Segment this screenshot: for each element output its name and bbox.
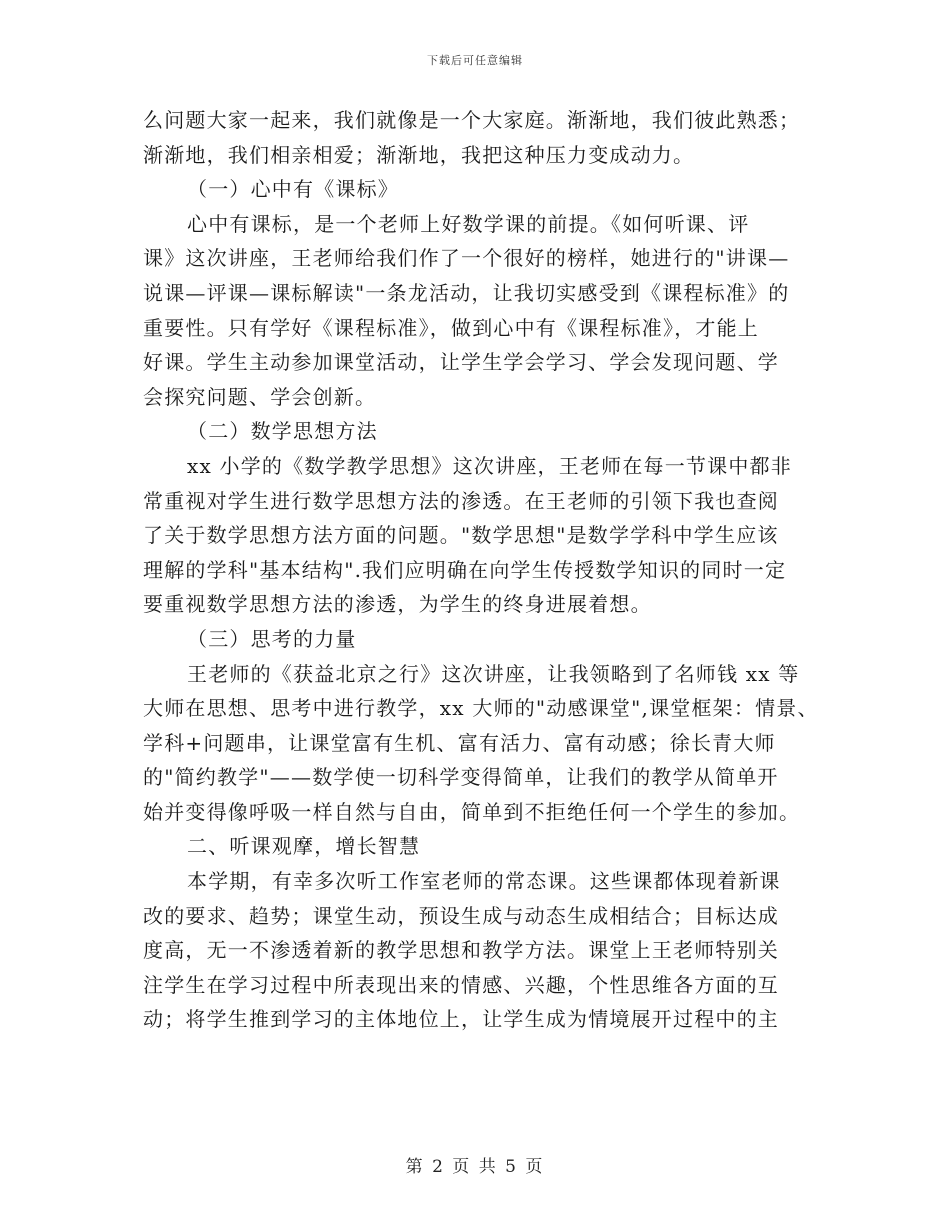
body-line: 说课—评课—课标解读"一条龙活动，让我切实感受到《课程标准》的 [143, 280, 790, 305]
section-heading: （三）思考的力量 [187, 626, 357, 651]
section-heading: （二）数学思想方法 [187, 419, 378, 444]
section-heading: （一）心中有《课标》 [187, 177, 399, 202]
section-heading: 二、听课观摩，增长智慧 [187, 834, 421, 859]
body-line: 度高，无一不渗透着新的教学思想和教学方法。课堂上王老师特别关 [143, 938, 779, 963]
body-line: 王老师的《获益北京之行》这次讲座，让我领略到了名师钱 xx 等 [187, 661, 800, 686]
body-line: 么问题大家一起来，我们就像是一个大家庭。渐渐地，我们彼此熟悉； [143, 108, 801, 132]
body-line: 常重视对学生进行数学思想方法的渗透。在王老师的引领下我也查阅 [143, 488, 779, 513]
body-line: 动；将学生推到学习的主体地位上，让学生成为情境展开过程中的主 [143, 1007, 779, 1032]
body-line: 注学生在学习过程中所表现出来的情感、兴趣，个性思维各方面的互 [143, 972, 779, 997]
body-line: 渐渐地，我们相亲相爱；渐渐地，我把这种压力变成动力。 [143, 142, 695, 167]
body-line: 心中有课标，是一个老师上好数学课的前提。《如何听课、评 [187, 211, 750, 236]
body-line: 始并变得像呼吸一样自然与自由，简单到不拒绝任何一个学生的参加。 [143, 799, 801, 824]
body-line: 要重视数学思想方法的渗透，为学生的终身进展着想。 [143, 592, 652, 617]
body-line: 本学期，有幸多次听工作室老师的常态课。这些课都体现着新课 [187, 869, 781, 894]
body-line: 了关于数学思想方法方面的问题。"数学思想"是数学学科中学生应该 [143, 523, 779, 548]
body-line: 的"简约教学"——数学使一切科学变得简单，让我们的教学从简单开 [143, 765, 779, 790]
body-line: 重要性。只有学好《课程标准》，做到心中有《课程标准》，才能上 [143, 315, 759, 340]
body-line: 理解的学科"基本结构".我们应明确在向学生传授数学知识的同时一定 [143, 557, 787, 582]
body-line: 改的要求、趋势；课堂生动，预设生成与动态生成相结合；目标达成 [143, 903, 779, 928]
document-body [143, 103, 843, 1037]
body-line: 好课。学生主动参加课堂活动，让学生学会学习、学会发现问题、学 [143, 350, 779, 375]
body-line: 大师在思想、思考中进行教学，xx 大师的"动感课堂",课堂框架：情景、 [143, 696, 819, 721]
body-line: xx 小学的《数学教学思想》这次讲座，王老师在每一节课中都非 [187, 453, 792, 478]
page-header: 下载后可任意编辑 [427, 54, 523, 67]
page-number-footer: 第 2 页 共 5 页 [405, 1157, 545, 1177]
body-line: 学科+问题串，让课堂富有生机、富有活力、富有动感；徐长青大师 [143, 730, 776, 755]
body-line: 课》这次讲座，王老师给我们作了一个很好的榜样，她进行的"讲课— [143, 246, 790, 271]
body-line: 会探究问题、学会创新。 [143, 384, 377, 409]
